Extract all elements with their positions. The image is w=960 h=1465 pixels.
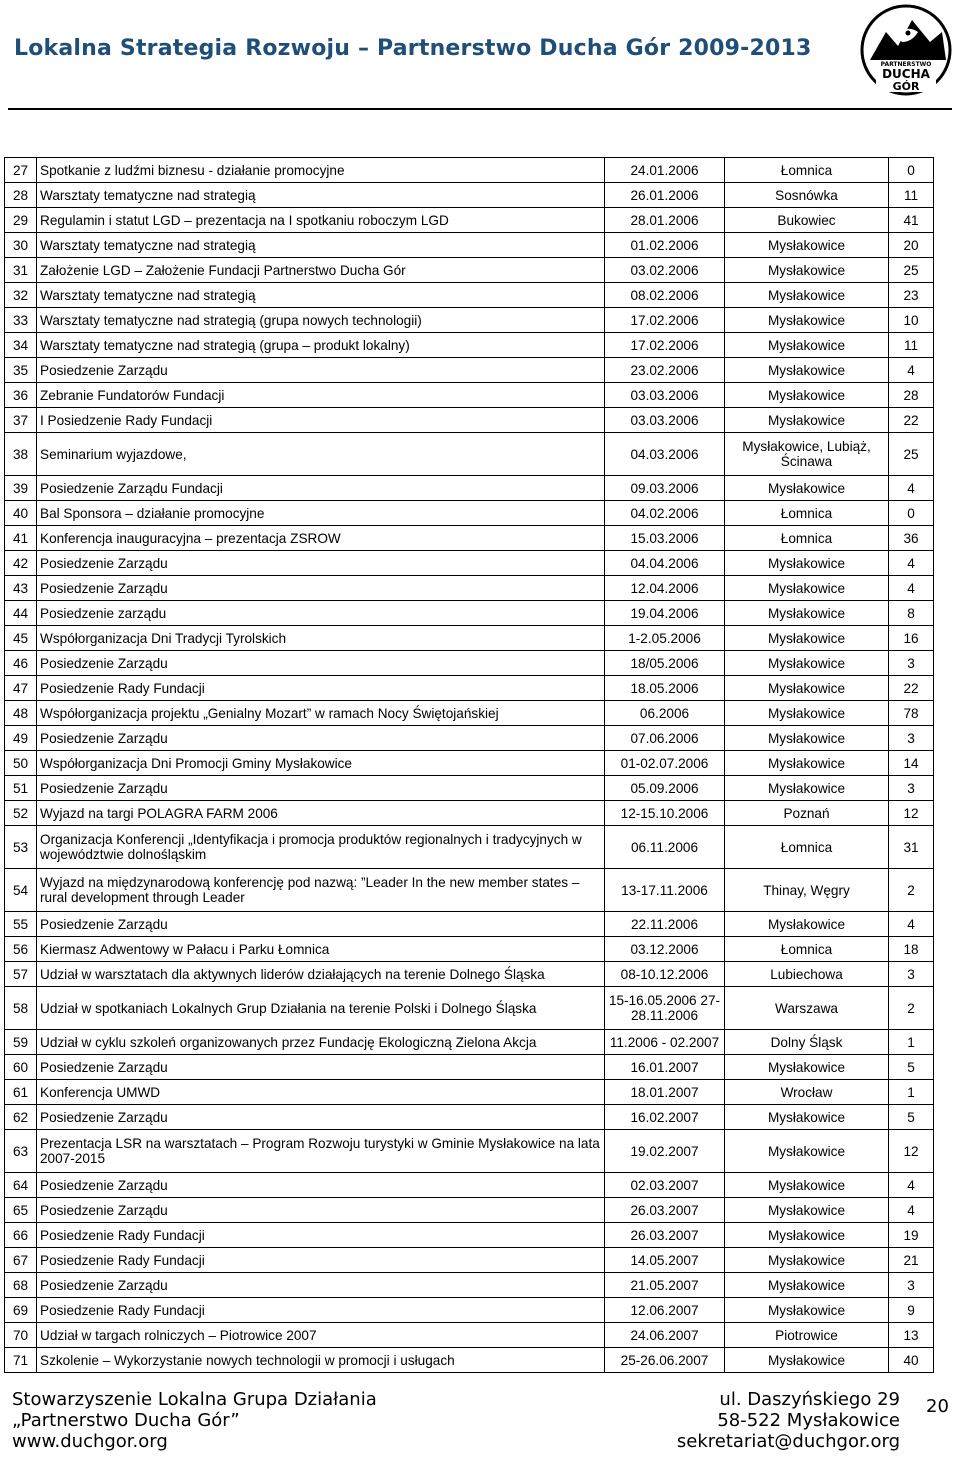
event-title: Posiedzenie Zarządu [37,776,605,801]
event-title: I Posiedzenie Rady Fundacji [37,408,605,433]
footer-org-subname: „Partnerstwo Ducha Gór” [12,1410,240,1431]
participant-count: 0 [889,501,934,526]
event-date: 14.05.2007 [605,1248,725,1273]
event-place: Mysłakowice [725,283,889,308]
event-place: Piotrowice [725,1323,889,1348]
participant-count: 16 [889,626,934,651]
table-row [5,869,934,912]
row-number: 65 [5,1198,37,1223]
partnerstwo-logo [856,2,958,98]
row-number: 45 [5,626,37,651]
table-row [5,776,934,801]
event-place: Sosnówka [725,183,889,208]
participant-count: 18 [889,937,934,962]
table-row [5,1198,934,1223]
table-row [5,1348,934,1373]
row-number: 39 [5,476,37,501]
table-row [5,551,934,576]
event-title: Założenie LGD – Założenie Fundacji Partnerstwo Ducha Gór [37,258,605,283]
event-date: 04.04.2006 [605,551,725,576]
event-place: Mysłakowice [725,1248,889,1273]
participant-count: 14 [889,751,934,776]
participant-count: 21 [889,1248,934,1273]
event-title: Warsztaty tematyczne nad strategią [37,283,605,308]
table-row [5,726,934,751]
event-place: Warszawa [725,987,889,1030]
event-place: Mysłakowice [725,258,889,283]
participant-count: 9 [889,1298,934,1323]
event-date: 26.03.2007 [605,1223,725,1248]
row-number: 55 [5,912,37,937]
table-row [5,751,934,776]
participant-count: 5 [889,1055,934,1080]
footer-city: 58-522 Mysłakowice [717,1410,900,1431]
table-row [5,651,934,676]
event-date: 08-10.12.2006 [605,962,725,987]
row-number: 49 [5,726,37,751]
row-number: 42 [5,551,37,576]
event-title: Udział w spotkaniach Lokalnych Grup Działania na terenie Polski i Dolnego Śląska [37,987,605,1030]
row-number: 44 [5,601,37,626]
row-number: 33 [5,308,37,333]
participant-count: 3 [889,651,934,676]
event-date: 07.06.2006 [605,726,725,751]
event-date: 12.06.2007 [605,1298,725,1323]
row-number: 35 [5,358,37,383]
event-place: Łomnica [725,526,889,551]
event-date: 15-16.05.2006 27-28.11.2006 [605,987,725,1030]
table-row [5,233,934,258]
row-number: 37 [5,408,37,433]
event-date: 16.02.2007 [605,1105,725,1130]
row-number: 41 [5,526,37,551]
event-place: Mysłakowice [725,1173,889,1198]
event-date: 16.01.2007 [605,1055,725,1080]
table-row [5,158,934,183]
event-title: Współorganizacja projektu „Genialny Mozart” w ramach Nocy Świętojańskiej [37,701,605,726]
event-place: Mysłakowice [725,576,889,601]
event-title: Kiermasz Adwentowy w Pałacu i Parku Łomnica [37,937,605,962]
table-row [5,333,934,358]
event-title: Posiedzenie zarządu [37,601,605,626]
event-date: 17.02.2006 [605,333,725,358]
table-row [5,801,934,826]
event-place: Mysłakowice [725,1298,889,1323]
event-date: 23.02.2006 [605,358,725,383]
logo-line1: PARTNERSTWO [880,61,932,68]
events-table-body [5,158,934,1373]
participant-count: 3 [889,962,934,987]
event-place: Mysłakowice [725,776,889,801]
table-row [5,258,934,283]
participant-count: 4 [889,1198,934,1223]
footer-email-link[interactable]: sekretariat@duchgor.org [676,1431,900,1452]
participant-count: 12 [889,1130,934,1173]
table-row [5,912,934,937]
row-number: 57 [5,962,37,987]
table-row [5,826,934,869]
table-row [5,1130,934,1173]
event-place: Poznań [725,801,889,826]
row-number: 66 [5,1223,37,1248]
row-number: 64 [5,1173,37,1198]
event-title: Wyjazd na międzynarodową konferencję pod nazwą: ”Leader In the new member states – rural development through Leader [37,869,605,912]
row-number: 51 [5,776,37,801]
event-title: Posiedzenie Zarządu [37,1055,605,1080]
event-place: Łomnica [725,937,889,962]
event-date: 12-15.10.2006 [605,801,725,826]
participant-count: 4 [889,476,934,501]
footer-street: ul. Daszyńskiego 29 [719,1389,900,1410]
row-number: 46 [5,651,37,676]
table-row [5,987,934,1030]
table-row [5,183,934,208]
row-number: 53 [5,826,37,869]
participant-count: 22 [889,676,934,701]
event-place: Łomnica [725,158,889,183]
table-row [5,501,934,526]
event-date: 17.02.2006 [605,308,725,333]
table-row [5,208,934,233]
event-date: 13-17.11.2006 [605,869,725,912]
event-place: Dolny Śląsk [725,1030,889,1055]
event-title: Warsztaty tematyczne nad strategią [37,183,605,208]
table-row [5,283,934,308]
event-place: Mysłakowice [725,233,889,258]
participant-count: 28 [889,383,934,408]
row-number: 38 [5,433,37,476]
participant-count: 40 [889,1348,934,1373]
participant-count: 3 [889,776,934,801]
event-place: Mysłakowice [725,551,889,576]
event-date: 08.02.2006 [605,283,725,308]
event-title: Organizacja Konferencji „Identyfikacja i promocja produktów regionalnych i tradycyjnych w województwie dolnośląskim [37,826,605,869]
event-date: 03.03.2006 [605,408,725,433]
event-date: 18.01.2007 [605,1080,725,1105]
event-date: 19.04.2006 [605,601,725,626]
event-title: Posiedzenie Zarządu [37,912,605,937]
event-date: 24.01.2006 [605,158,725,183]
event-title: Posiedzenie Zarządu [37,1198,605,1223]
event-place: Łomnica [725,501,889,526]
participant-count: 20 [889,233,934,258]
table-row [5,626,934,651]
event-place: Mysłakowice [725,1105,889,1130]
event-title: Konferencja UMWD [37,1080,605,1105]
event-place: Mysłakowice [725,308,889,333]
event-place: Mysłakowice, Lubiąż, Ścinawa [725,433,889,476]
event-place: Mysłakowice [725,383,889,408]
event-place: Mysłakowice [725,358,889,383]
participant-count: 5 [889,1105,934,1130]
row-number: 71 [5,1348,37,1373]
participant-count: 8 [889,601,934,626]
event-date: 12.04.2006 [605,576,725,601]
event-date: 26.01.2006 [605,183,725,208]
participant-count: 25 [889,258,934,283]
participant-count: 10 [889,308,934,333]
table-row [5,1080,934,1105]
event-title: Spotkanie z ludźmi biznesu - działanie promocyjne [37,158,605,183]
participant-count: 11 [889,333,934,358]
table-row [5,1273,934,1298]
row-number: 28 [5,183,37,208]
event-place: Mysłakowice [725,651,889,676]
table-row [5,1248,934,1273]
row-number: 48 [5,701,37,726]
event-date: 26.03.2007 [605,1198,725,1223]
event-place: Mysłakowice [725,1198,889,1223]
event-place: Mysłakowice [725,751,889,776]
event-date: 06.2006 [605,701,725,726]
event-date: 09.03.2006 [605,476,725,501]
event-date: 03.12.2006 [605,937,725,962]
row-number: 47 [5,676,37,701]
row-number: 70 [5,1323,37,1348]
event-title: Współorganizacja Dni Tradycji Tyrolskich [37,626,605,651]
table-row [5,1298,934,1323]
footer-org-name: Stowarzyszenie Lokalna Grupa Działania [12,1389,377,1410]
event-date: 04.03.2006 [605,433,725,476]
event-date: 05.09.2006 [605,776,725,801]
row-number: 58 [5,987,37,1030]
row-number: 56 [5,937,37,962]
row-number: 61 [5,1080,37,1105]
event-title: Współorganizacja Dni Promocji Gminy Mysłakowice [37,751,605,776]
footer-organization [12,1389,377,1452]
event-date: 06.11.2006 [605,826,725,869]
event-place: Mysłakowice [725,676,889,701]
event-title: Posiedzenie Zarządu [37,1273,605,1298]
event-date: 03.03.2006 [605,383,725,408]
event-title: Posiedzenie Zarządu [37,1173,605,1198]
participant-count: 4 [889,576,934,601]
event-place: Mysłakowice [725,1348,889,1373]
event-place: Mysłakowice [725,626,889,651]
row-number: 50 [5,751,37,776]
footer-address [677,1389,900,1452]
event-title: Szkolenie – Wykorzystanie nowych technologii w promocji i usługach [37,1348,605,1373]
event-date: 04.02.2006 [605,501,725,526]
row-number: 27 [5,158,37,183]
header-divider [8,108,952,110]
table-row [5,1105,934,1130]
event-date: 19.02.2007 [605,1130,725,1173]
event-date: 18.05.2006 [605,676,725,701]
event-place: Mysłakowice [725,912,889,937]
table-row [5,601,934,626]
logo-line3: GÓR [892,80,920,93]
row-number: 69 [5,1298,37,1323]
participant-count: 31 [889,826,934,869]
participant-count: 41 [889,208,934,233]
table-row [5,1323,934,1348]
footer-website-link[interactable]: www.duchgor.org [12,1431,168,1452]
participant-count: 0 [889,158,934,183]
table-row [5,676,934,701]
table-row [5,701,934,726]
row-number: 31 [5,258,37,283]
row-number: 40 [5,501,37,526]
event-title: Seminarium wyjazdowe, [37,433,605,476]
row-number: 36 [5,383,37,408]
event-title: Posiedzenie Zarządu [37,551,605,576]
participant-count: 1 [889,1080,934,1105]
event-place: Mysłakowice [725,701,889,726]
event-date: 22.11.2006 [605,912,725,937]
event-date: 01-02.07.2006 [605,751,725,776]
event-title: Posiedzenie Zarządu Fundacji [37,476,605,501]
participant-count: 11 [889,183,934,208]
row-number: 67 [5,1248,37,1273]
event-date: 28.01.2006 [605,208,725,233]
event-place: Thinay, Węgry [725,869,889,912]
page-number: 20 [926,1396,949,1417]
event-place: Mysłakowice [725,333,889,358]
event-place: Mysłakowice [725,601,889,626]
table-row [5,962,934,987]
event-title: Posiedzenie Zarządu [37,1105,605,1130]
event-title: Warsztaty tematyczne nad strategią [37,233,605,258]
event-title: Posiedzenie Zarządu [37,358,605,383]
row-number: 54 [5,869,37,912]
event-date: 03.02.2006 [605,258,725,283]
participant-count: 23 [889,283,934,308]
event-place: Mysłakowice [725,1055,889,1080]
table-row [5,476,934,501]
event-title: Udział w cyklu szkoleń organizowanych przez Fundację Ekologiczną Zielona Akcja [37,1030,605,1055]
table-row [5,408,934,433]
event-place: Wrocław [725,1080,889,1105]
event-title: Posiedzenie Zarządu [37,726,605,751]
event-title: Wyjazd na targi POLAGRA FARM 2006 [37,801,605,826]
row-number: 63 [5,1130,37,1173]
logo-line2: DUCHA [882,67,930,81]
participant-count: 36 [889,526,934,551]
row-number: 30 [5,233,37,258]
row-number: 29 [5,208,37,233]
event-title: Warsztaty tematyczne nad strategią (grupa – produkt lokalny) [37,333,605,358]
row-number: 60 [5,1055,37,1080]
table-row [5,1030,934,1055]
event-title: Prezentacja LSR na warsztatach – Program Rozwoju turystyki w Gminie Mysłakowice na lata 2007-2015 [37,1130,605,1173]
row-number: 59 [5,1030,37,1055]
event-date: 24.06.2007 [605,1323,725,1348]
document-title: Lokalna Strategia Rozwoju – Partnerstwo Ducha Gór 2009-2013 [14,36,812,61]
event-place: Mysłakowice [725,1223,889,1248]
table-row [5,1173,934,1198]
row-number: 43 [5,576,37,601]
participant-count: 78 [889,701,934,726]
event-date: 18/05.2006 [605,651,725,676]
event-title: Posiedzenie Zarządu [37,651,605,676]
table-row [5,937,934,962]
participant-count: 4 [889,358,934,383]
events-table [4,157,934,1373]
table-row [5,383,934,408]
participant-count: 4 [889,551,934,576]
row-number: 34 [5,333,37,358]
participant-count: 3 [889,726,934,751]
event-date: 01.02.2006 [605,233,725,258]
event-title: Posiedzenie Rady Fundacji [37,1223,605,1248]
table-row [5,576,934,601]
table-row [5,1055,934,1080]
event-title: Posiedzenie Rady Fundacji [37,1298,605,1323]
event-title: Regulamin i statut LGD – prezentacja na I spotkaniu roboczym LGD [37,208,605,233]
event-place: Mysłakowice [725,1273,889,1298]
event-place: Łomnica [725,826,889,869]
event-date: 11.2006 - 02.2007 [605,1030,725,1055]
event-date: 15.03.2006 [605,526,725,551]
event-place: Mysłakowice [725,726,889,751]
event-title: Udział w warsztatach dla aktywnych liderów działających na terenie Dolnego Śląska [37,962,605,987]
event-place: Mysłakowice [725,476,889,501]
participant-count: 4 [889,1173,934,1198]
row-number: 62 [5,1105,37,1130]
participant-count: 25 [889,433,934,476]
event-title: Udział w targach rolniczych – Piotrowice 2007 [37,1323,605,1348]
event-title: Posiedzenie Rady Fundacji [37,1248,605,1273]
row-number: 68 [5,1273,37,1298]
participant-count: 12 [889,801,934,826]
event-place: Mysłakowice [725,1130,889,1173]
row-number: 52 [5,801,37,826]
table-row [5,526,934,551]
event-title: Warsztaty tematyczne nad strategią (grupa nowych technologii) [37,308,605,333]
table-row [5,1223,934,1248]
participant-count: 2 [889,869,934,912]
participant-count: 4 [889,912,934,937]
event-title: Bal Sponsora – działanie promocyjne [37,501,605,526]
event-title: Posiedzenie Rady Fundacji [37,676,605,701]
table-row [5,308,934,333]
participant-count: 22 [889,408,934,433]
event-place: Bukowiec [725,208,889,233]
event-title: Zebranie Fundatorów Fundacji [37,383,605,408]
table-row [5,358,934,383]
event-date: 02.03.2007 [605,1173,725,1198]
event-title: Konferencja inauguracyjna – prezentacja ZSROW [37,526,605,551]
event-place: Lubiechowa [725,962,889,987]
participant-count: 1 [889,1030,934,1055]
participant-count: 2 [889,987,934,1030]
table-row [5,433,934,476]
row-number: 32 [5,283,37,308]
participant-count: 13 [889,1323,934,1348]
participant-count: 19 [889,1223,934,1248]
event-title: Posiedzenie Zarządu [37,576,605,601]
participant-count: 3 [889,1273,934,1298]
event-place: Mysłakowice [725,408,889,433]
event-date: 1-2.05.2006 [605,626,725,651]
event-date: 21.05.2007 [605,1273,725,1298]
event-date: 25-26.06.2007 [605,1348,725,1373]
